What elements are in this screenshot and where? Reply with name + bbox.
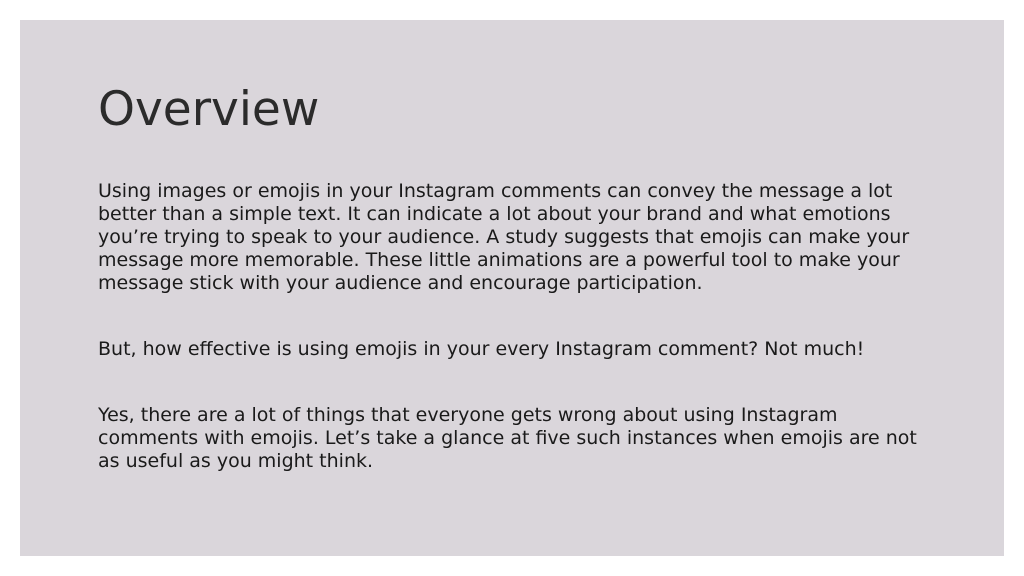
- slide-body: [98, 180, 934, 473]
- slide: [20, 20, 1004, 556]
- body-paragraph-question: But, how effective is using emojis in your every Instagram comment? Not much!: [98, 338, 865, 360]
- body-paragraph-conclusion: Yes, there are a lot of things that everyone gets wrong about using Instagram comments with emojis. Let’s take a glance at five such instances when emojis are not as useful as you might think.: [98, 404, 917, 472]
- slide-title: Overview: [98, 82, 320, 137]
- body-paragraph-intro: Using images or emojis in your Instagram comments can convey the message a lot better than a simple text. It can indicate a lot about your brand and what emotions you’re trying to speak to your audience. A study suggests that emojis can make your message more memorable. These little animations are a powerful tool to make your message stick with your audience and encourage participation.: [98, 180, 910, 294]
